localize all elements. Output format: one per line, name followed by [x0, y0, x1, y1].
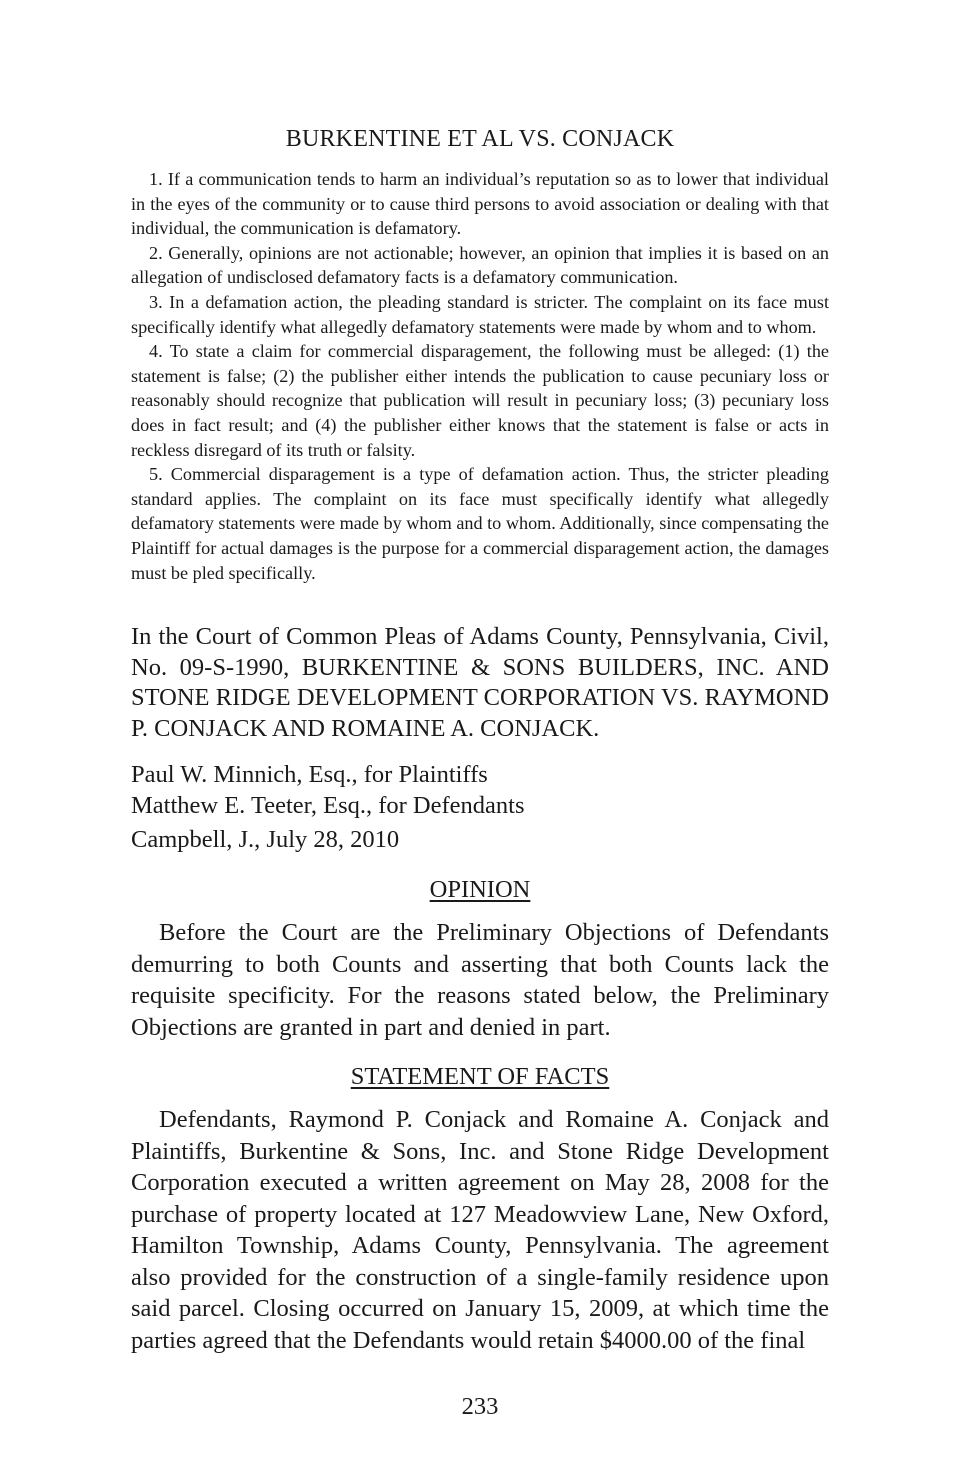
running-head: BURKENTINE ET AL VS. CONJACK [285, 126, 675, 152]
headnote-3: 3. In a defamation action, the pleading standard is stricter. The complaint on its face must specifically identify what allegedly defamatory statements were made by whom and to whom. [131, 291, 829, 337]
headnote-5: 5. Commercial disparagement is a type of defamation action. Thus, the stricter pleading standard applies. The complaint on its face must specifically identify what allegedly defamatory statements were made by whom and to whom. Additionally, since compensating the Plaintiff for actual damages is the purpose for a commercial disparagement action, the damages must be pled specifically. [131, 464, 829, 583]
headnote-4: 4. To state a claim for commercial disparagement, the following must be alleged: (1) the statement is false; (2) the publisher either intends the publication to cause pecuniary loss or reasonably should recognize that publication will result in pecuniary loss; (3) pecuniary loss does in fact result; and (4) the publisher either knows that the statement is false or acts in reckless disregard of its truth or falsity. [131, 341, 829, 460]
headnotes [131, 167, 829, 585]
case-caption: In the Court of Common Pleas of Adams County, Pennsylvania, Civil, No. 09-S-1990, BURKENTINE & SONS BUILDERS, INC. AND STONE RIDGE DEVELOPMENT CORPORATION VS. RAYMOND P. CONJACK AND ROMAINE A. CONJACK. [131, 623, 829, 742]
opinion-heading: OPINION [429, 876, 531, 903]
page-number: 233 [461, 1393, 499, 1420]
statement-of-facts-heading: STATEMENT OF FACTS [350, 1063, 610, 1090]
opinion-paragraph: Before the Court are the Preliminary Objections of Defendants demurring to both Counts and asserting that both Counts lack the requisite specificity. For the reasons stated below, the Preliminary Objections are granted in part and denied in part. [131, 919, 829, 1041]
statement-of-facts-paragraph: Defendants, Raymond P. Conjack and Romaine A. Conjack and Plaintiffs, Burkentine & Sons, Inc. and Stone Ridge Development Corporation executed a written agreement on May 28, 2008 for the purchase of property located at 127 Meadowview Lane, New Oxford, Hamilton Township, Adams County, Pennsylvania. The agreement also provided for the construction of a single-family residence upon said parcel. Closing occurred on January 15, 2009, at which time the parties agreed that the Defendants would retain $4000.00 of the final [131, 1106, 829, 1354]
headnote-2: 2. Generally, opinions are not actionable; however, an opinion that implies it is based on an allegation of undisclosed defamatory facts is a defamatory communication. [131, 242, 829, 288]
defendants-counsel: Matthew E. Teeter, Esq., for Defendants [131, 792, 525, 819]
counsel-block [131, 759, 829, 821]
judge-date-line: Campbell, J., July 28, 2010 [131, 826, 400, 853]
headnote-1: 1. If a communication tends to harm an individual’s reputation so as to lower that individual in the eyes of the community or to cause third persons to avoid association or dealing with that individual, the communication is defamatory. [131, 169, 829, 239]
plaintiffs-counsel: Paul W. Minnich, Esq., for Plaintiffs [131, 761, 488, 788]
